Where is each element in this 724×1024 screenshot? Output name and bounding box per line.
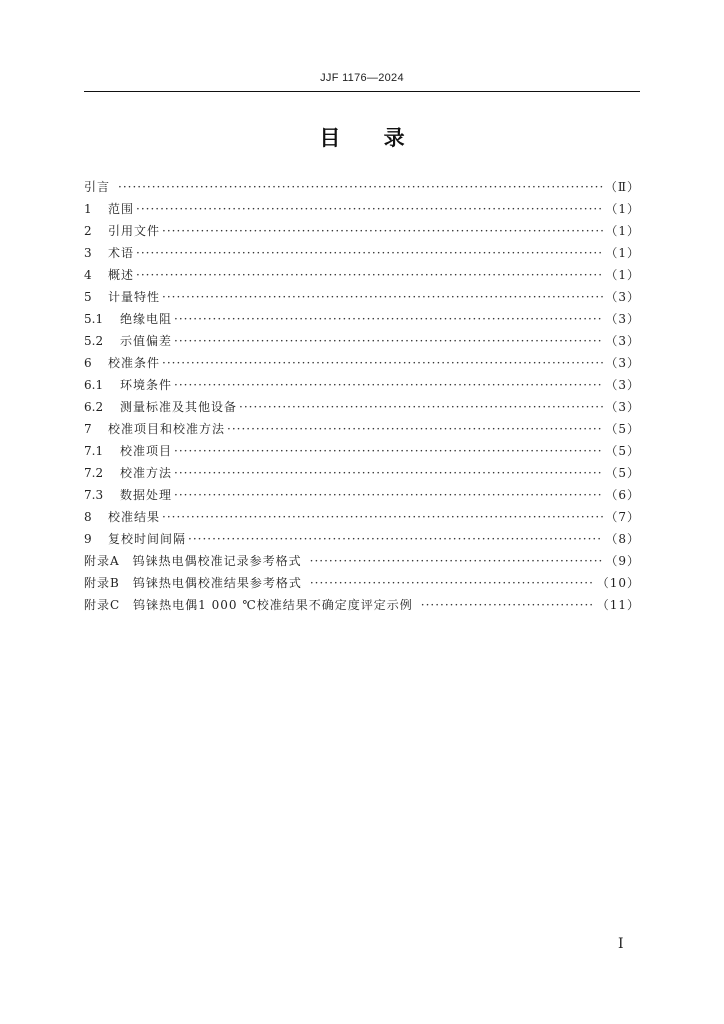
toc-entry-number: 7.1 xyxy=(84,444,104,458)
toc-entry-page: （5） xyxy=(605,422,640,436)
header-rule xyxy=(84,91,640,92)
toc-entry[interactable] xyxy=(84,484,640,506)
toc-dot-leader xyxy=(136,242,603,264)
toc-entry[interactable] xyxy=(84,220,640,242)
toc-entry-title: 测量标准及其他设备 xyxy=(120,400,238,414)
toc-entry-title: 计量特性 xyxy=(108,290,161,304)
toc-entry-page: （9） xyxy=(605,554,640,568)
toc-dot-leader xyxy=(162,352,603,374)
standard-code: JJF 1176—2024 xyxy=(320,72,404,84)
toc-entry[interactable] xyxy=(84,528,640,550)
toc-entry-page: （1） xyxy=(605,224,640,238)
toc-entry[interactable] xyxy=(84,462,640,484)
toc-entry-number: 5.2 xyxy=(84,334,104,348)
toc-entry-title: 概述 xyxy=(108,268,135,282)
toc-dot-leader xyxy=(174,440,603,462)
toc-dot-leader xyxy=(162,506,603,528)
toc-dot-leader xyxy=(136,264,603,286)
toc-entry[interactable] xyxy=(84,308,640,330)
toc-entry-page: （3） xyxy=(605,290,640,304)
toc-entry[interactable] xyxy=(84,242,640,264)
toc-entry-title: 附录C 钨铼热电偶1 000 ℃校准结果不确定度评定示例 xyxy=(84,598,413,612)
toc-entry-page: （11） xyxy=(596,598,640,612)
toc-entry-title: 复校时间间隔 xyxy=(108,532,187,546)
toc-entry-page: （1） xyxy=(605,202,640,216)
toc-entry-number: 5 xyxy=(84,290,92,304)
toc-dot-leader xyxy=(162,220,603,242)
toc-entry-title: 术语 xyxy=(108,246,135,260)
toc-entry-number: 6.2 xyxy=(84,400,104,414)
page-number: I xyxy=(618,936,624,952)
toc-entry[interactable] xyxy=(84,396,640,418)
toc-entry-title: 校准方法 xyxy=(120,466,173,480)
toc-entry-page: （7） xyxy=(605,510,640,524)
toc-dot-leader xyxy=(310,572,595,594)
toc-dot-leader xyxy=(310,550,604,572)
toc-dot-leader xyxy=(174,374,603,396)
toc-entry[interactable] xyxy=(84,198,640,220)
toc-entry-page: （3） xyxy=(605,312,640,326)
toc-entry-page: （10） xyxy=(596,576,640,590)
toc-entry-title: 校准结果 xyxy=(108,510,161,524)
toc-dot-leader xyxy=(174,330,603,352)
toc-entry[interactable] xyxy=(84,352,640,374)
toc-entry-title: 引用文件 xyxy=(108,224,161,238)
toc-entry-page: （3） xyxy=(605,356,640,370)
toc-entry-page: （5） xyxy=(605,466,640,480)
toc-entry-number: 9 xyxy=(84,532,92,546)
toc-entry[interactable] xyxy=(84,176,640,198)
toc-entry[interactable] xyxy=(84,330,640,352)
toc-dot-leader xyxy=(174,462,603,484)
toc-entry-number: 4 xyxy=(84,268,92,282)
toc-entry-number: 5.1 xyxy=(84,312,104,326)
toc-entry-title: 校准项目和校准方法 xyxy=(108,422,226,436)
toc-entry[interactable] xyxy=(84,550,640,572)
toc-entry-title: 绝缘电阻 xyxy=(120,312,173,326)
toc-entry-page: （1） xyxy=(605,246,640,260)
toc-entry-title: 示值偏差 xyxy=(120,334,173,348)
toc-entry-page: （Ⅱ） xyxy=(604,180,640,194)
toc-dot-leader xyxy=(174,484,603,506)
toc-entry-title: 校准条件 xyxy=(108,356,161,370)
toc-entry-page: （1） xyxy=(605,268,640,282)
toc-entry-number: 7.3 xyxy=(84,488,104,502)
toc-entry[interactable] xyxy=(84,594,640,616)
toc-dot-leader xyxy=(118,176,603,198)
toc-dot-leader xyxy=(188,528,603,550)
toc-entry-page: （6） xyxy=(605,488,640,502)
toc-entry-title: 校准项目 xyxy=(120,444,173,458)
toc-entry-title: 附录A 钨铼热电偶校准记录参考格式 xyxy=(84,554,302,568)
toc-entry[interactable] xyxy=(84,264,640,286)
toc-entry-number: 7 xyxy=(84,422,92,436)
toc-entry-number: 1 xyxy=(84,202,92,216)
toc-entry-title: 范围 xyxy=(108,202,135,216)
toc-dot-leader xyxy=(421,594,595,616)
toc-dot-leader xyxy=(239,396,603,418)
toc-entry[interactable] xyxy=(84,440,640,462)
toc-dot-leader xyxy=(162,286,603,308)
toc-entry[interactable] xyxy=(84,572,640,594)
toc-entry-title: 附录B 钨铼热电偶校准结果参考格式 xyxy=(84,576,302,590)
toc-entry-page: （3） xyxy=(605,378,640,392)
toc-dot-leader xyxy=(136,198,603,220)
toc-entry-number: 8 xyxy=(84,510,92,524)
toc-entry-number: 2 xyxy=(84,224,92,238)
toc-entry[interactable] xyxy=(84,286,640,308)
toc-entry-title: 环境条件 xyxy=(120,378,173,392)
toc-entry-number: 7.2 xyxy=(84,466,104,480)
toc-entry-title: 数据处理 xyxy=(120,488,173,502)
toc-entry-page: （3） xyxy=(605,334,640,348)
toc-entry-number: 6.1 xyxy=(84,378,104,392)
page-title: 目 录 xyxy=(319,126,405,150)
toc-dot-leader xyxy=(227,418,603,440)
toc-entry-page: （5） xyxy=(605,444,640,458)
toc-entry-title: 引言 xyxy=(84,180,111,194)
toc-entry[interactable] xyxy=(84,418,640,440)
toc-entry[interactable] xyxy=(84,506,640,528)
toc-entry-number: 6 xyxy=(84,356,92,370)
toc-entry-number: 3 xyxy=(84,246,92,260)
table-of-contents xyxy=(84,176,640,616)
toc-dot-leader xyxy=(174,308,603,330)
toc-entry-page: （3） xyxy=(605,400,640,414)
toc-entry[interactable] xyxy=(84,374,640,396)
toc-entry-page: （8） xyxy=(605,532,640,546)
